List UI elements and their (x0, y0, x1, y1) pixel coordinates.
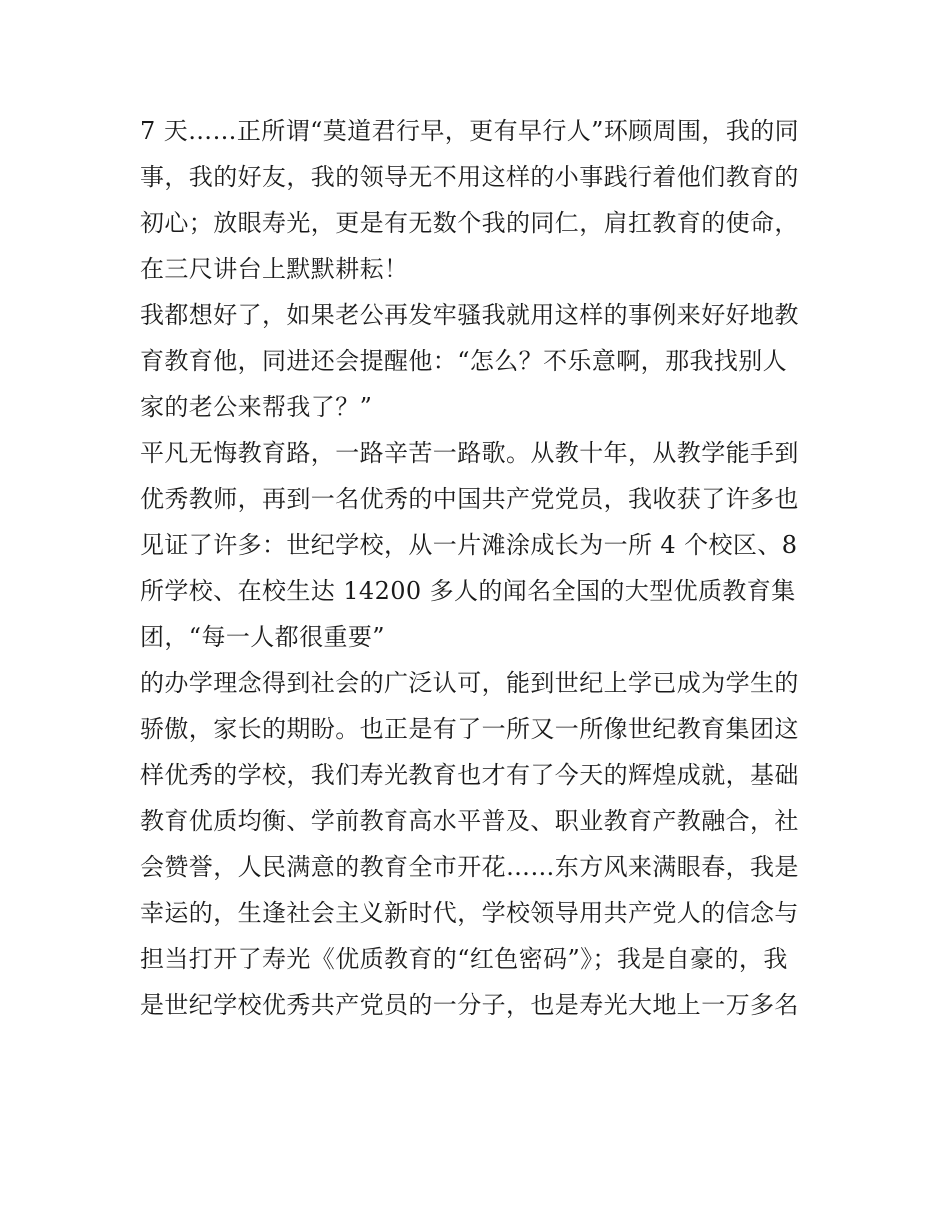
text-line: 教育优质均衡、学前教育高水平普及、职业教育产教融合，社 (140, 807, 799, 835)
text-line: 平凡无悔教育路，一路辛苦一路歌。从教十年，从教学能手到 (140, 439, 799, 467)
text-line: 的办学理念得到社会的广泛认可，能到世纪上学已成为学生的 (140, 669, 799, 697)
text-line: 会赞誉，人民满意的教育全市开花……东方风来满眼春，我是 (140, 853, 799, 881)
text-line: 所学校、在校生达 14200 多人的闻名全国的大型优质教育集 (140, 577, 796, 605)
text-line: 样优秀的学校，我们寿光教育也才有了今天的辉煌成就，基础 (140, 761, 799, 789)
text-line: 是世纪学校优秀共产党员的一分子，也是寿光大地上一万多名 (140, 991, 799, 1019)
text-line: 担当打开了寿光《优质教育的“红色密码”》；我是自豪的，我 (140, 945, 788, 973)
text-line: 优秀教师，再到一名优秀的中国共产党党员，我收获了许多也 (140, 485, 799, 513)
text-line: 我都想好了，如果老公再发牢骚我就用这样的事例来好好地教 (140, 301, 799, 329)
text-line: 家的老公来帮我了？” (140, 393, 373, 421)
text-line: 团，“每一人都很重要” (140, 623, 385, 651)
text-line: 7 天……正所谓“莫道君行早，更有早行人”环顾周围，我的同 (140, 117, 800, 145)
text-line: 育教育他，同进还会提醒他：“怎么？不乐意啊，那我找别人 (140, 347, 788, 375)
text-line: 骄傲，家长的期盼。也正是有了一所又一所像世纪教育集团这 (140, 715, 799, 743)
text-line: 见证了许多：世纪学校，从一片滩涂成长为一所 4 个校区、8 (140, 531, 798, 559)
text-line: 事，我的好友，我的领导无不用这样的小事践行着他们教育的 (140, 163, 799, 191)
text-line: 初心；放眼寿光，更是有无数个我的同仁，肩扛教育的使命， (140, 209, 799, 237)
text-line: 幸运的，生逢社会主义新时代，学校领导用共产党人的信念与 (140, 899, 799, 927)
text-line: 在三尺讲台上默默耕耘！ (140, 255, 409, 283)
body-text (140, 108, 820, 1028)
